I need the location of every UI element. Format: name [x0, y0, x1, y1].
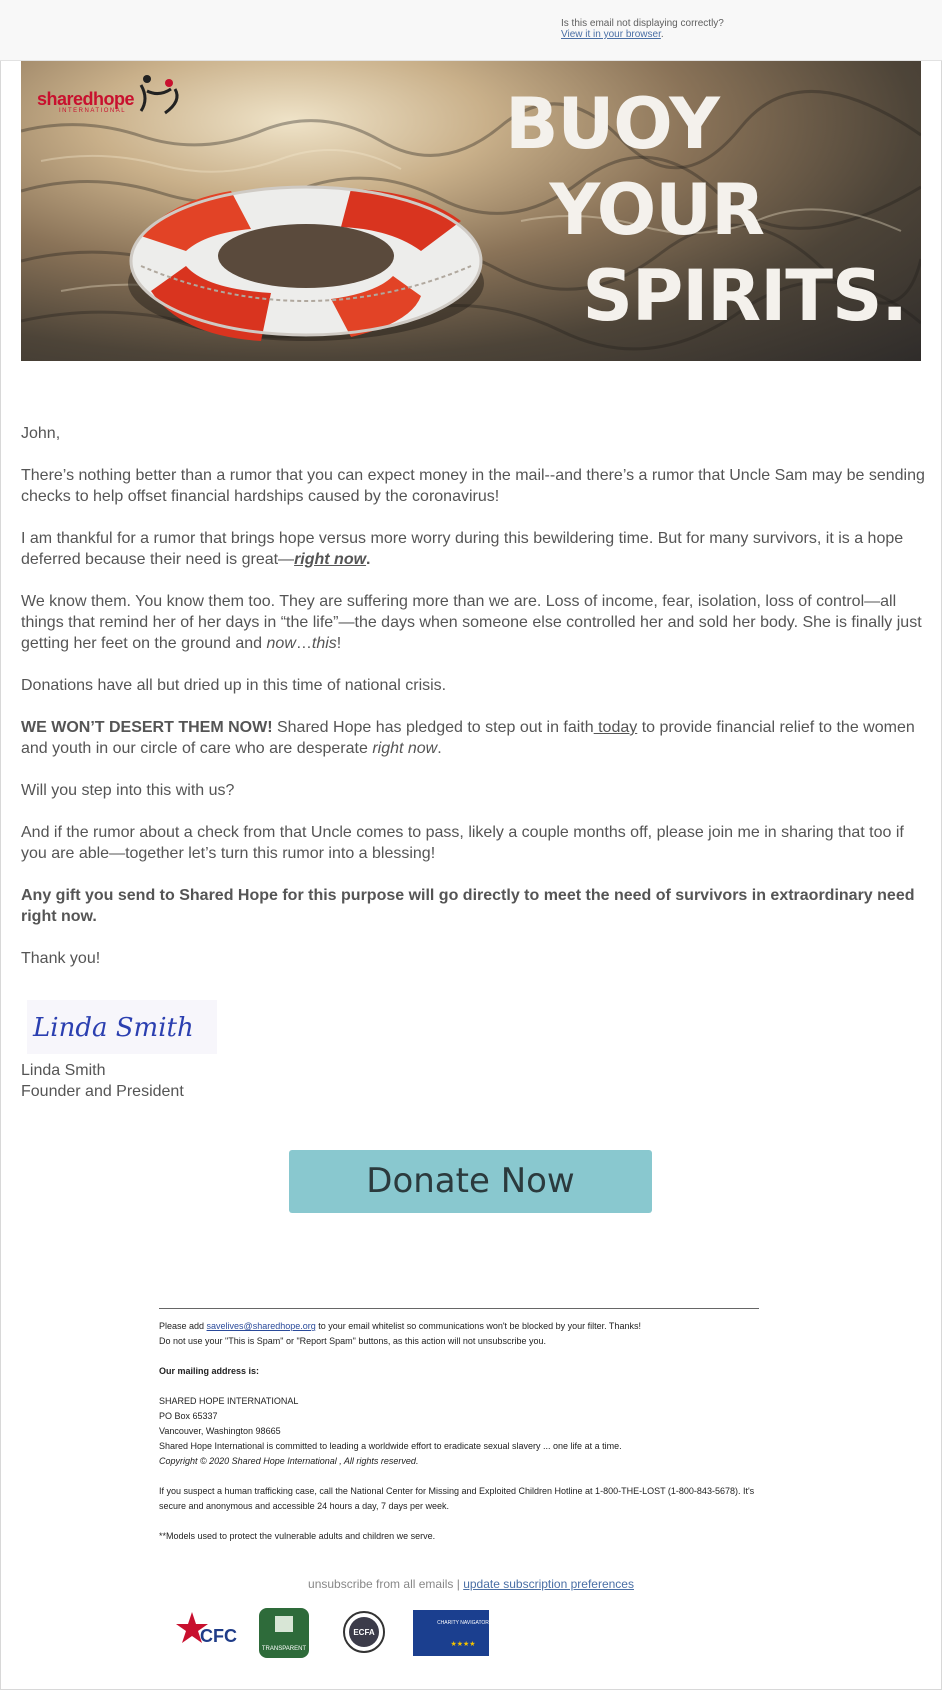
whitelist-note — [159, 1319, 759, 1334]
org-name: SHARED HOPE INTERNATIONAL — [159, 1396, 299, 1406]
cfc-badge — [176, 1608, 242, 1658]
paragraph-1: There’s nothing better than a rumor that you can expect money in the mail--and there’s a rumor that Uncle Sam may be sending checks to help offset financial hardships caused by the coronavirus! — [21, 467, 925, 505]
cfc-badge-text: CFC — [200, 1626, 237, 1646]
paragraph-5-text-b: to provide financial relief to the women and youth in our circle of care who are desperate — [21, 719, 915, 757]
right-now-italic: right now — [372, 740, 438, 757]
hotline-note: If you suspect a human trafficking case, call the National Center for Missing and Exploited Children Hotline at 1-800-THE-LOST (1-800-843-5678). It's secure and anonymous and accessible 24 hours a day, 7 days per week. — [159, 1486, 755, 1511]
hero-banner — [21, 61, 921, 361]
greeting: John, — [21, 425, 61, 442]
whitelist-email-link[interactable]: savelives@sharedhope.org — [206, 1321, 316, 1331]
signer-name: Linda Smith — [21, 1062, 106, 1079]
mailing-heading — [159, 1364, 759, 1379]
update-preferences-link[interactable]: update subscription preferences — [463, 1577, 634, 1591]
logo-wordmark: sharedhope — [37, 89, 135, 109]
right-now-emphasis: right now — [294, 551, 367, 568]
signer-title: Founder and President — [21, 1083, 184, 1100]
headline-line-3: SPIRITS. — [582, 255, 907, 337]
guidestar-badge — [259, 1608, 309, 1658]
paragraph-5 — [21, 717, 926, 759]
headline-line-1: BUOY — [505, 83, 719, 165]
mailing-heading-text: Our mailing address is: — [159, 1366, 260, 1376]
notice-period: . — [660, 29, 664, 40]
mission-line: Shared Hope International is committed to leading a worldwide effort to eradicate sexual slavery ... one life at a time. — [159, 1441, 622, 1451]
paragraph-4: Donations have all but dried up in this time of national crisis. — [21, 677, 447, 694]
paragraph-9: Thank you! — [21, 950, 101, 967]
models-note: **Models used to protect the vulnerable adults and children we serve. — [159, 1531, 436, 1541]
paragraph-5-end: . — [437, 740, 442, 757]
charity-navigator-text: CHARITY NAVIGATOR — [437, 1620, 489, 1626]
paragraph-2-end: . — [366, 551, 371, 568]
unsubscribe-separator: | — [453, 1577, 464, 1591]
paragraph-2-text: I am thankful for a rumor that brings hope versus more worry during this bewildering time. But for many survivors, it is a hope deferred because their need is great— — [21, 530, 904, 568]
unsubscribe-row — [0, 1577, 942, 1591]
ecfa-badge — [342, 1608, 386, 1658]
logo-subtitle: INTERNATIONAL — [59, 108, 127, 114]
signer-block — [21, 1060, 184, 1102]
paragraph-3-end: ! — [336, 635, 342, 652]
unsubscribe-all-link[interactable]: unsubscribe from all emails — [308, 1577, 454, 1591]
paragraph-7: And if the rumor about a check from that Uncle comes to pass, likely a couple months off, please join me in sharing that too if you are able—together let’s turn this rumor into a blessing! — [21, 824, 904, 862]
spam-note: Do not use your "This is Spam" or "Report Spam" buttons, as this action will not unsubscribe you. — [159, 1336, 546, 1346]
po-box: PO Box 65337 — [159, 1411, 218, 1421]
paragraph-5-text-a: Shared Hope has pledged to step out in faith — [272, 719, 594, 736]
signature-image — [27, 1000, 217, 1054]
whitelist-text-b: to your email whitelist so communications won't be blocked by your filter. Thanks! — [315, 1321, 641, 1331]
this-emphasis: this — [311, 635, 337, 652]
svg-text:★★★★: ★★★★ — [450, 1640, 476, 1648]
paragraph-3-text: We know them. You know them too. They are suffering more than we are. Loss of income, fear, isolation, loss of control—all things that remind her of her days in “the life”—the days when someone else controlled her and sold her body. She is finally just getting her feet on the ground and — [21, 593, 922, 652]
ecfa-badge-text: ECFA — [353, 1628, 375, 1637]
gift-statement: Any gift you send to Shared Hope for this purpose will go directly to meet the need of survivors in extraordinary need right now. — [21, 887, 915, 925]
whitelist-text-a: Please add — [159, 1321, 207, 1331]
preheader-bar — [0, 0, 942, 61]
guidestar-badge-text: TRANSPARENT — [261, 1646, 307, 1652]
display-notice — [561, 18, 724, 40]
paragraph-6: Will you step into this with us? — [21, 782, 235, 799]
letter-body — [21, 423, 926, 990]
display-notice-text: Is this email not displaying correctly? — [561, 18, 724, 29]
city-line: Vancouver, Washington 98665 — [159, 1426, 281, 1436]
copyright-text: Copyright © 2020 Shared Hope International , All rights reserved. — [159, 1456, 419, 1466]
hero-headline — [505, 81, 907, 339]
signature-script: Linda Smith — [33, 1013, 194, 1043]
donate-now-button[interactable]: Donate Now — [289, 1150, 652, 1213]
now-emphasis: now — [266, 635, 296, 652]
life-ring-illustration — [128, 187, 484, 341]
ellipsis: … — [295, 635, 312, 652]
view-in-browser-link[interactable]: View it in your browser — [561, 29, 661, 40]
today-emphasis: today — [593, 719, 638, 736]
paragraph-3 — [21, 591, 926, 654]
email-footer — [159, 1308, 759, 1559]
wont-desert-heading: WE WON’T DESERT THEM NOW! — [21, 719, 273, 736]
paragraph-8 — [21, 885, 926, 927]
charity-navigator-badge — [413, 1608, 489, 1658]
paragraph-2 — [21, 528, 926, 570]
copyright — [159, 1454, 759, 1469]
headline-line-2: YOUR — [549, 169, 764, 251]
